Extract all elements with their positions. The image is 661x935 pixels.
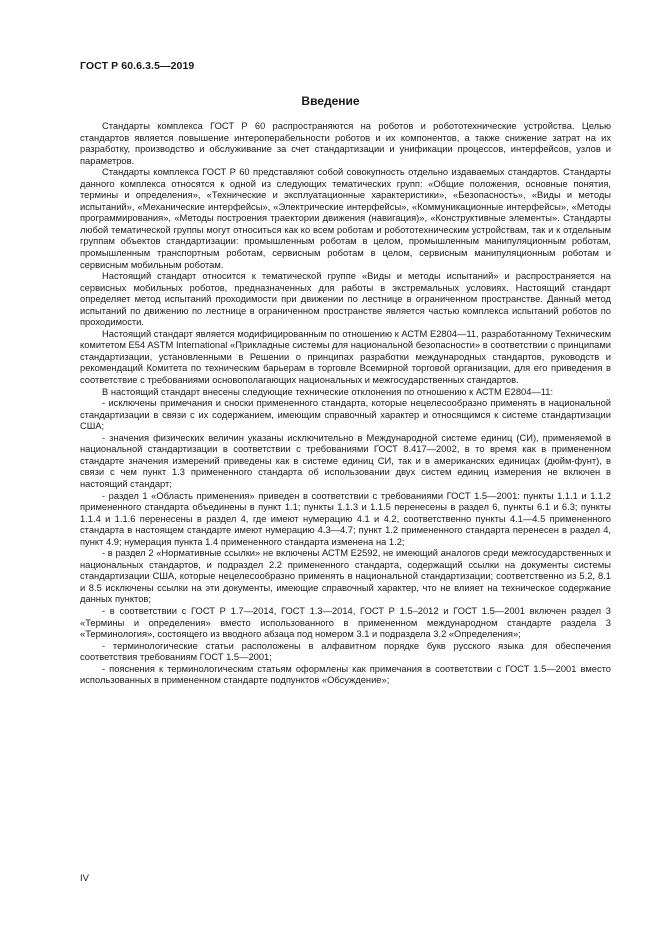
paragraph: Настоящий стандарт относится к тематической группе «Виды и методы испытаний» и распространяется на сервисных мобильных роботов, предназначенных для работы в экстремальных условиях. Настоящий стандарт определяет метод испытаний проходимости при движении по лестнице в ограниченном пространстве. Данный метод испытаний по движению по лестнице в ограниченном пространстве является частью комплекса испытаний роботов по проходимости. [80,271,611,328]
list-item: - значения физических величин указаны исключительно в Международной системе единиц (СИ), применяемой в национальной стандартизации в соответствии с требованиями ГОСТ 8.417—2002, в то время как в примененном стандарте значения измерений приведены как в системе единиц СИ, так и в американских единицах (дюйм-фунт), в связи с чем пункт 1.3 примененного стандарта об использовании двух систем единиц измерения не включен в настоящий стандарт; [80,432,611,489]
paragraph: Стандарты комплекса ГОСТ Р 60 распространяются на роботов и робототехнические устройства. Целью стандартов является повышение интероперабельности роботов и их компонентов, а также снижение затрат на их разработку, производство и обслуживание за счет стандартизации и унификации процессов, интерфейсов, узлов и параметров. [80,121,611,166]
page-number: IV [80,873,89,884]
list-item: - исключены примечания и сноски примененного стандарта, которые нецелесообразно применять в национальной стандартизации в связи с их содержанием, имеющим справочный характер и относящимся к системе стандартизации США; [80,398,611,432]
list-item: - раздел 1 «Область применения» приведен в соответствии с требованиями ГОСТ 1.5—2001: пункты 1.1.1 и 1.1.2 примененного стандарта объединены в пункт 1.1; пункты 1.1.3 и 1.1.5 перенесены в раздел 6, пункты 6.1 и 6.3; пункты 1.1.4 и 1.1.6 перенесены в раздел 4, где имеют нумерацию 4.1 и 4.2, соответственно пункты 4.1—4.5 примененного стандарта в настоящем стандарте имеют нумерацию 4.3—4.7; пункт 1.2 примененного стандарта перенесен в раздел 4, пункт 4.9; нумерация пункта 1.4 примененного стандарта изменена на 1.2; [80,490,611,547]
list-item: - пояснения к терминологическим статьям оформлены как примечания в соответствии с ГОСТ 1.5—2001 вместо использованных в примененном стандарте подпунктов «Обсуждение»; [80,663,611,686]
list-item: - в раздел 2 «Нормативные ссылки» не включены АСТМ Е2592, не имеющий аналогов среди межгосударственных и национальных стандартов, и подраздел 2.2 примененного стандарта, содержащий ссылки на документы системы стандартизации США, которые нецелесообразно применять в национальной стандартизации; соответственно из 5.2, 8.1 и 8.5 исключены ссылки на эти документы, имеющие справочный характер, что не влияет на техническое содержание данных пунктов; [80,548,611,605]
list-item: - в соответствии с ГОСТ Р 1.7—2014, ГОСТ 1.3—2014, ГОСТ Р 1.5–2012 и ГОСТ 1.5—2001 включен раздел 3 «Термины и определения» вместо использованного в примененном международном стандарте раздела 3 «Терминология», состоящего из вводного абзаца под номером 3.1 и подраздела 3.2 «Определения»; [80,605,611,640]
list-item: - терминологические статьи расположены в алфавитном порядке букв русского языка для обеспечения соответствия требованиям ГОСТ 1.5—2001; [80,640,611,663]
section-title: Введение [301,94,360,108]
paragraph: Стандарты комплекса ГОСТ Р 60 представляют собой совокупность отдельно издаваемых стандартов. Стандарты данного комплекса относятся к одной из следующих тематических групп: «Общие положения, основные понятия, термины и определения», «Технические и эксплуатационные характеристики», «Безопасность», «Виды и методы испытаний», «Механические интерфейсы», «Электрические интерфейсы», «Коммуникационные интерфейсы», «Методы программирования», «Методы построения траектории движения (навигация)», «Конструктивные элементы». Стандарты любой тематической группы могут относиться как ко всем роботам и робототехническим устройствам, так и к отдельным группам объектов стандартизации: промышленным роботам в целом, промышленным манипуляционным роботам, промышленным транспортным роботам, сервисным роботам в целом, сервисным манипуляционным роботам и сервисным мобильным роботам. [80,167,611,270]
paragraph: Настоящий стандарт является модифицированным по отношению к АСТМ Е2804—11, разработанному Техническим комитетом E54 ASTM International «Прикладные системы для национальной безопасности» в соответствии с принципами стандартизации, установленными в Решении о принципах разработки международных стандартов, руководств и рекомендаций Комитета по техническим барьерам в торговле Всемирной торговой организации, для его приведения в соответствие с требованиями основополагающих национальных и межгосударственных стандартов. [80,328,611,386]
standard-code-header: ГОСТ Р 60.6.3.5—2019 [80,60,195,72]
document-body [80,121,611,687]
paragraph: В настоящий стандарт внесены следующие технические отклонения по отношению к АСТМ Е2804—11: [102,386,554,397]
